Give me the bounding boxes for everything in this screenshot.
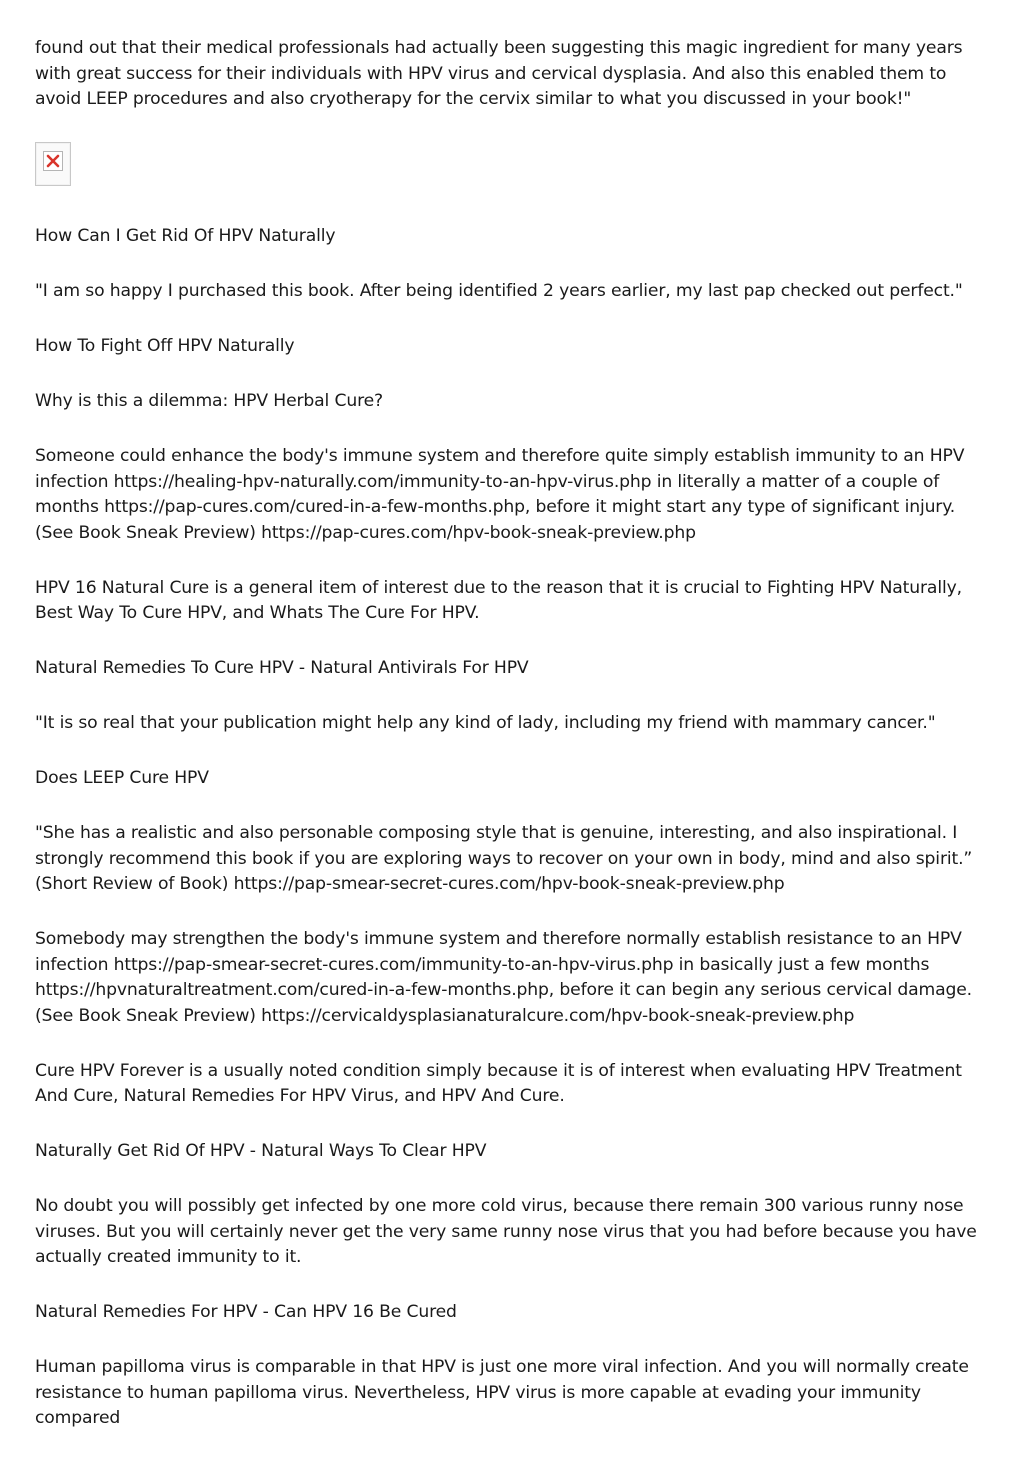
paragraph-cure-forever: Cure HPV Forever is a usually noted condition simply because it is of interest when evaluating HPV Treatment And Cure, Natural Remedies For HPV Virus, and HPV And Cure. <box>35 1060 962 1106</box>
broken-image-icon <box>43 151 63 171</box>
testimonial-quote: "I am so happy I purchased this book. After being identified 2 years earlier, my last pap checked out perfect." <box>35 281 963 301</box>
paragraph-immune-system: Someone could enhance the body's immune system and therefore quite simply establish immunity to an HPV infection https://healing-hpv-naturally.com/immunity-to-an-hpv-virus.php in literally a matter of a couple of months https://pap-cures.com/cured-in-a-few-months.php, before it might start any type of significant injury. (See Book Sneak Preview) https://pap-cures.com/hpv-book-sneak-preview.php <box>35 446 965 543</box>
heading-dilemma: Why is this a dilemma: HPV Herbal Cure? <box>35 391 384 411</box>
paragraph-cold-virus: No doubt you will possibly get infected by one more cold virus, because there remain 300 various runny nose viruses. But you will certainly never get the very same runny nose virus that you had before because you have actually created immunity to it. <box>35 1196 977 1267</box>
broken-image-placeholder <box>35 142 71 186</box>
testimonial-quote: "It is so real that your publication might help any kind of lady, including my friend with mammary cancer." <box>35 713 936 733</box>
heading-can-hpv16-be-cured: Natural Remedies For HPV - Can HPV 16 Be Cured <box>35 1302 457 1322</box>
heading-get-rid-naturally: How Can I Get Rid Of HPV Naturally <box>35 226 336 246</box>
document-page <box>35 36 995 1461</box>
paragraph-papilloma: Human papilloma virus is comparable in that HPV is just one more viral infection. And you will normally create resistance to human papilloma virus. Nevertheless, HPV virus is more capable at evading your immunity compared <box>35 1357 969 1428</box>
paragraph-hpv16-cure: HPV 16 Natural Cure is a general item of interest due to the reason that it is crucial to Fighting HPV Naturally, Best Way To Cure HPV, and Whats The Cure For HPV. <box>35 577 962 623</box>
testimonial-review: "She has a realistic and also personable composing style that is genuine, interesting, and also inspirational. I strongly recommend this book if you are exploring ways to recover on your own in body, mind and also spirit.” (Short Review of Book) https://pap-smear-secret-cures.com/hpv-book-sneak-preview.php <box>35 823 973 894</box>
heading-naturally-get-rid: Naturally Get Rid Of HPV - Natural Ways To Clear HPV <box>35 1141 487 1161</box>
paragraph-strengthen-immune: Somebody may strengthen the body's immune system and therefore normally establish resistance to an HPV infection https://pap-smear-secret-cures.com/immunity-to-an-hpv-virus.php in basically just a few months https://hpvnaturaltreatment.com/cured-in-a-few-months.php, before it can begin any serious cervical damage. (See Book Sneak Preview) https://cervicaldysplasianaturalcure.com/hpv-book-sneak-preview.php <box>35 929 973 1026</box>
heading-natural-remedies: Natural Remedies To Cure HPV - Natural Antivirals For HPV <box>35 658 529 678</box>
paragraph-intro: found out that their medical professionals had actually been suggesting this magic ingredient for many years with great success for their individuals with HPV virus and cervical dysplasia. And also this enabled them to avoid LEEP procedures and also cryotherapy for the cervix similar to what you discussed in your book!" <box>35 38 963 109</box>
heading-fight-off: How To Fight Off HPV Naturally <box>35 336 295 356</box>
heading-leep: Does LEEP Cure HPV <box>35 768 209 788</box>
